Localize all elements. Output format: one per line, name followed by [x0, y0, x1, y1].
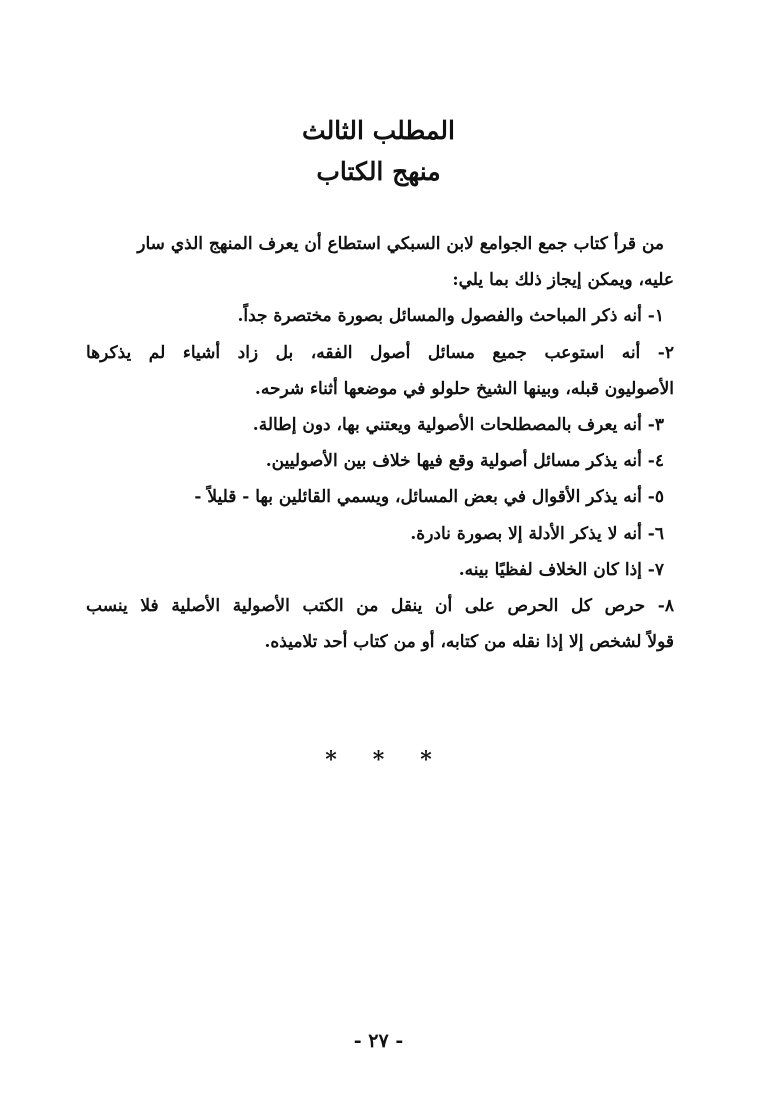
section-subtitle: منهج الكتاب [316, 157, 441, 186]
list-item-8: ٨- حرص كل الحرص على أن ينقل من الكتب الأصولية الأصلية فلا ينسب [86, 595, 674, 616]
list-item-6: ٦- أنه لا يذكر الأدلة إلا بصورة نادرة. [410, 523, 664, 544]
body-text [86, 226, 674, 660]
list-item-5: ٥- أنه يذكر الأقوال في بعض المسائل، ويسمي القائلين بها - قليلاً - [194, 487, 664, 508]
list-item-2-continued: الأصوليون قبله، وبينها الشيخ حلولو في موضعها أثناء شرحه. [254, 378, 674, 399]
section-separator: *** [325, 747, 468, 773]
list-item-8-continued: قولاً لشخص إلا إذا نقله من كتابه، أو من كتاب أحد تلاميذه. [264, 632, 674, 653]
list-item-4: ٤- أنه يذكر مسائل أصولية وقع فيها خلاف بين الأصوليين. [265, 451, 664, 472]
intro-line-2: عليه، ويمكن إيجاز ذلك بما يلي: [452, 270, 674, 291]
section-title: المطلب الثالث [302, 116, 455, 145]
list-item-1: ١- أنه ذكر المباحث والفصول والمسائل بصورة مختصرة جداً. [237, 306, 664, 327]
list-item-3: ٣- أنه يعرف بالمصطلحات الأصولية ويعتني بها، دون إطالة. [252, 414, 664, 435]
intro-line-1: من قرأ كتاب جمع الجوامع لابن السبكي استطاع أن يعرف المنهج الذي سار [137, 234, 664, 254]
list-item-2: ٢- أنه استوعب جميع مسائل أصول الفقه، بل زاد أشياء لم يذكرها [86, 342, 674, 363]
list-item-7: ٧- إذا كان الخلاف لفظيًا بينه. [458, 559, 664, 580]
page-number: - ٢٧ - [353, 1030, 404, 1052]
